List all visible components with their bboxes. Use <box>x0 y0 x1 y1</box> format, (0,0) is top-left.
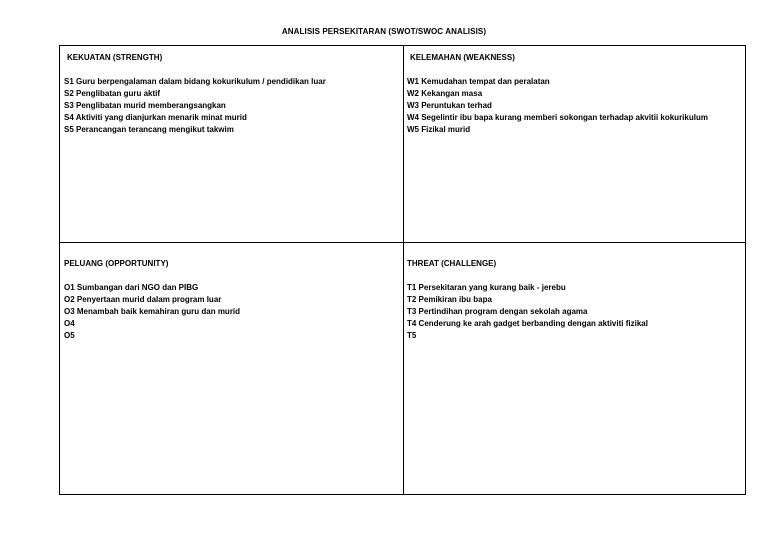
opportunity-item: O3 Menambah baik kemahiran guru dan murid <box>64 307 241 316</box>
opportunity-list <box>64 282 399 342</box>
weakness-list <box>407 76 741 136</box>
strength-item: S5 Perancangan terancang mengikut takwim <box>64 125 234 134</box>
strength-item: S3 Penglibatan murid memberangsangkan <box>64 101 226 110</box>
opportunity-item: O1 Sumbangan dari NGO dan PIBG <box>64 283 199 292</box>
weakness-item: W5 Fizikal murid <box>407 125 471 134</box>
document-title: ANALISIS PERSEKITARAN (SWOT/SWOC ANALISIS) <box>281 27 487 36</box>
opportunity-item: O5 <box>64 331 75 340</box>
opportunity-heading: PELUANG (OPPORTUNITY) <box>64 259 169 268</box>
weakness-quadrant <box>404 46 745 243</box>
threat-heading: THREAT (CHALLENGE) <box>407 259 497 268</box>
weakness-item: W1 Kemudahan tempat dan peralatan <box>407 77 550 86</box>
strength-list <box>64 76 399 136</box>
threat-item: T1 Persekitaran yang kurang baik - jerebu <box>407 283 566 292</box>
weakness-item: W4 Segelintir ibu bapa kurang memberi sokongan terhadap akvitii kokurikulum <box>407 113 708 122</box>
threat-item: T4 Cenderung ke arah gadget berbanding dengan aktiviti fizikal <box>407 319 648 328</box>
weakness-item: W2 Kekangan masa <box>407 89 483 98</box>
opportunity-item: O4 <box>64 319 75 328</box>
weakness-item: W3 Peruntukan terhad <box>407 101 492 110</box>
strength-item: S1 Guru berpengalaman dalam bidang kokurikulum / pendidikan luar <box>64 77 326 86</box>
strength-quadrant <box>60 46 404 243</box>
strength-item: S2 Penglibatan guru aktif <box>64 89 161 98</box>
threat-quadrant <box>404 243 745 494</box>
strength-item: S4 Aktiviti yang dianjurkan menarik minat murid <box>64 113 247 122</box>
threat-item: T2 Pemikiran ibu bapa <box>407 295 492 304</box>
weakness-heading: KELEMAHAN (WEAKNESS) <box>410 53 515 62</box>
threat-item: T3 Pertindihan program dengan sekolah agama <box>407 307 588 316</box>
strength-heading: KEKUATAN (STRENGTH) <box>67 53 163 62</box>
swot-table <box>59 45 746 495</box>
threat-list <box>407 282 741 342</box>
opportunity-quadrant <box>60 243 404 494</box>
threat-item: T5 <box>407 331 417 340</box>
opportunity-item: O2 Penyertaan murid dalam program luar <box>64 295 222 304</box>
